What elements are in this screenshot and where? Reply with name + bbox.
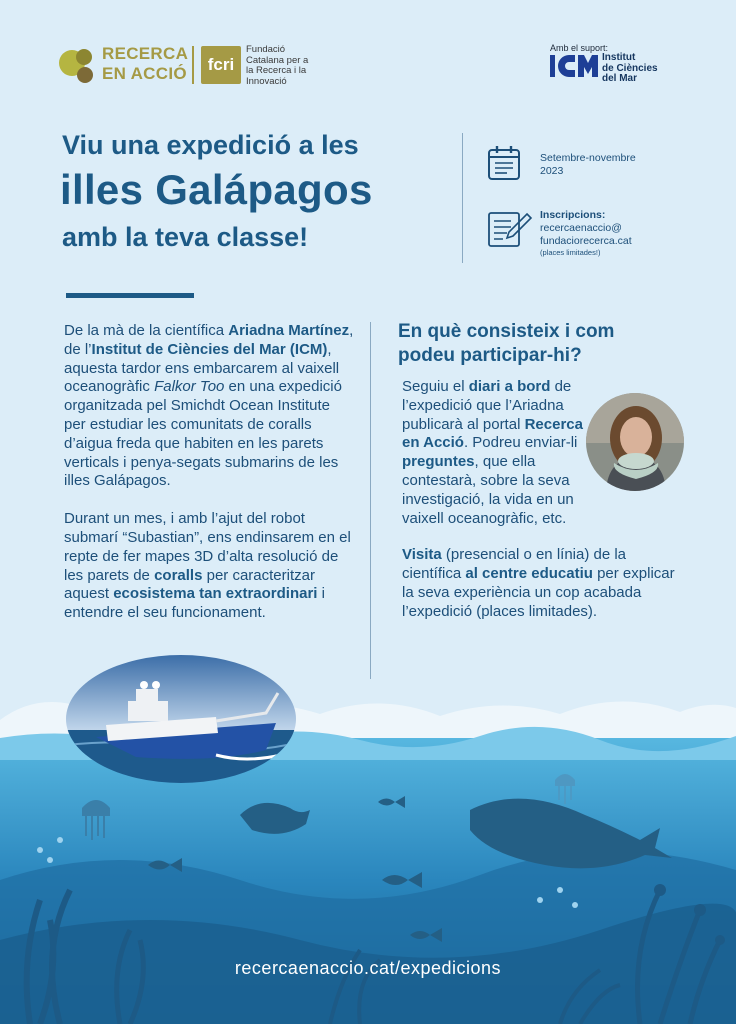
- fcri-line: la Recerca i la: [246, 65, 307, 76]
- text-span: Seguiu el: [402, 378, 469, 395]
- ship-name: Falkor Too: [154, 378, 225, 396]
- highlight-text: Visita: [402, 546, 442, 564]
- text-span: Durant un mes, i amb l’ajut del robot submarí “Subastian”, ens endinsarem en el repte de fer mapes 3D d’alta resolució de les parets de: [64, 510, 351, 584]
- dates: [540, 152, 636, 178]
- fcri-logo: fcri: [201, 46, 241, 84]
- accent-bar: [66, 293, 194, 298]
- left-column: [64, 322, 354, 642]
- email-line[interactable]: recercaenaccio@: [540, 222, 622, 234]
- column-divider: [370, 322, 371, 679]
- text-span: per caracteritzar aquest: [64, 566, 315, 603]
- diary-paragraph: [402, 378, 587, 528]
- text-span: , que ella contestarà, sobre la seva investigació, la vida en un vaixell oceanogràfic, etc.: [402, 453, 574, 527]
- visit-paragraph: [402, 546, 677, 621]
- text-span: de l’expedició que l’Ariadna publicarà al portal: [402, 378, 572, 433]
- divider-vertical: [462, 133, 463, 263]
- fcri-line: Fundació: [246, 44, 286, 55]
- participation-heading: En què consisteix i com podeu participar-hi?: [398, 321, 615, 366]
- scientist-portrait: [586, 393, 684, 491]
- text-span: De la mà de la científica: [64, 322, 229, 339]
- inscriptions-email[interactable]: [540, 222, 660, 247]
- fcri-line: Catalana per a: [246, 54, 309, 66]
- icm-line: de Ciències: [602, 62, 658, 74]
- website-link[interactable]: recercaenaccio.cat/expedicions: [234, 958, 502, 978]
- highlight-text: ecosistema tan extraordinari: [113, 585, 318, 603]
- support-label: Amb el suport:: [550, 43, 609, 53]
- inscriptions-title: Inscripcions:: [540, 209, 606, 221]
- text-span: i entendre el seu funcionament.: [64, 585, 325, 622]
- fcri-name: [246, 45, 308, 87]
- icm-logo-icon: [550, 55, 598, 77]
- text-span: (presencial o en línia) de la científica: [402, 546, 627, 583]
- limited-places-note: (places limitades!): [540, 248, 601, 257]
- text-span: , de l’: [64, 322, 354, 358]
- intro-paragraph: [64, 322, 354, 491]
- registration-form-icon: [487, 210, 533, 248]
- dates-line: Setembre-novembre: [540, 152, 636, 164]
- text-span: per explicar la seva experiència un cop acabada l’expedició (places limitades).: [402, 565, 675, 620]
- scientist-name: Ariadna Martínez: [228, 322, 350, 339]
- icm-line: Institut: [602, 52, 636, 63]
- robot-paragraph: [64, 510, 354, 623]
- fcri-line: Innovació: [246, 75, 287, 87]
- email-line[interactable]: fundaciorecerca.cat: [540, 234, 632, 247]
- highlight-text: coralls: [154, 566, 203, 584]
- dates-line: 2023: [540, 165, 564, 177]
- logo-circles-icon: [58, 46, 98, 86]
- icm-line: del Mar: [602, 73, 638, 84]
- logo-text-line1: RECERCA: [102, 44, 189, 63]
- highlight-text: diari a bord: [468, 378, 551, 395]
- icm-name: [602, 53, 658, 85]
- calendar-icon: [487, 145, 521, 181]
- text-span: , aquesta tardor ens embarcarem al vaixell oceanogràfic: [64, 340, 340, 396]
- logo-text-line2: EN ACCIÓ: [102, 64, 187, 83]
- text-span: . Podreu enviar-li: [463, 434, 578, 452]
- highlight-text: Recerca en Acció: [402, 415, 583, 452]
- highlight-text: preguntes: [402, 453, 475, 471]
- title-line-1: Viu una expedició a les: [62, 130, 359, 160]
- title-line-2: illes Galápagos: [60, 166, 373, 213]
- institute-name: Institut de Ciències del Mar (ICM): [91, 340, 328, 358]
- logo-divider: [192, 46, 194, 84]
- text-span: en una expedició organitzada pel Smichdt Ocean Institute per estudiar les comunitats de coralls d’aigua freda que habiten en les parets verticals i penya-segats submarins de les illes Galápagos.: [64, 378, 342, 490]
- recerca-en-accio-logo: [58, 44, 198, 88]
- title-line-3: amb la teva classe!: [62, 222, 309, 252]
- ship-photo: [66, 655, 296, 783]
- highlight-text: al centre educatiu: [465, 565, 593, 583]
